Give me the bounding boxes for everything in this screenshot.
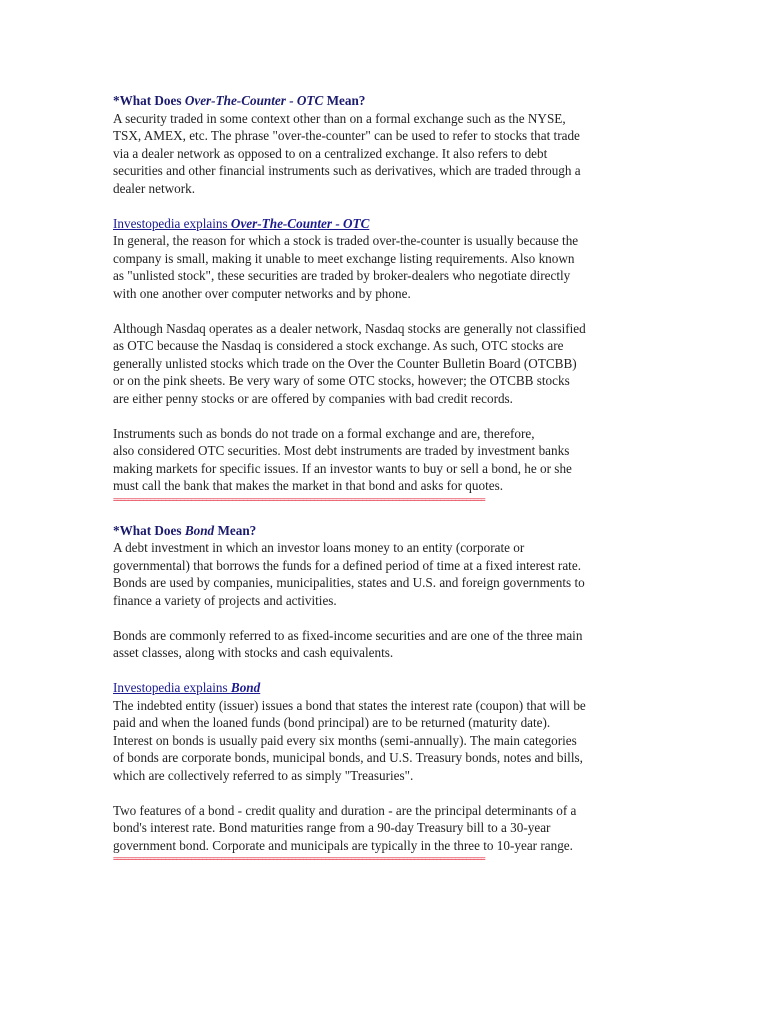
text-line: asset classes, along with stocks and cash equivalents. bbox=[113, 645, 394, 660]
text-line: Two features of a bond - credit quality and duration - are the principal determinants of a bbox=[113, 802, 577, 818]
document-page bbox=[113, 92, 658, 863]
text-line: via a dealer network as opposed to on a centralized exchange. It also refers to debt bbox=[113, 145, 548, 161]
otc-paragraph-3 bbox=[113, 425, 658, 495]
text-line: Instruments such as bonds do not trade on a formal exchange and are, therefore, bbox=[113, 425, 535, 441]
bond-section bbox=[113, 522, 658, 864]
bond-explains-prefix: Investopedia explains bbox=[113, 680, 231, 695]
text-line: generally unlisted stocks which trade on the Over the Counter Bulletin Board (OTCBB) bbox=[113, 355, 577, 371]
text-line: must call the bank that makes the market in that bond and asks for quotes. bbox=[113, 478, 504, 493]
text-line: Although Nasdaq operates as a dealer network, Nasdaq stocks are generally not classified bbox=[113, 320, 586, 336]
text-line: also considered OTC securities. Most debt instruments are traded by investment banks bbox=[113, 443, 570, 458]
bond-heading bbox=[113, 522, 658, 540]
text-line: or on the pink sheets. Be very wary of some OTC stocks, however; the OTCBB stocks bbox=[113, 373, 570, 388]
text-line: securities and other financial instruments such as derivatives, which are traded through a bbox=[113, 163, 581, 178]
section-separator: ==================================================================================================== bbox=[113, 494, 485, 504]
bond-heading-term: Bond bbox=[184, 522, 215, 538]
otc-heading-term: Over-The-Counter - OTC bbox=[184, 93, 324, 108]
text-line: as "unlisted stock", these securities are traded by broker-dealers who negotiate directly bbox=[113, 268, 571, 283]
otc-heading-prefix: *What Does bbox=[113, 93, 185, 108]
text-line: The indebted entity (issuer) issues a bond that states the interest rate (coupon) that will be bbox=[113, 697, 586, 713]
bond-definition bbox=[113, 539, 658, 609]
otc-explains-term: Over-The-Counter - OTC bbox=[230, 215, 370, 231]
bond-paragraph-2 bbox=[113, 627, 658, 662]
otc-heading bbox=[113, 92, 658, 110]
otc-explains-prefix: Investopedia explains bbox=[113, 215, 231, 231]
bond-explains-link[interactable] bbox=[113, 679, 658, 697]
text-line: Bonds are used by companies, municipalities, states and U.S. and foreign governments to bbox=[113, 575, 585, 590]
text-line: company is small, making it unable to meet exchange listing requirements. Also known bbox=[113, 250, 575, 266]
text-line: as OTC because the Nasdaq is considered a stock exchange. As such, OTC stocks are bbox=[113, 338, 564, 353]
otc-definition bbox=[113, 110, 658, 198]
text-line: Interest on bonds is usually paid every six months (semi-annually). The main categories bbox=[113, 732, 577, 748]
text-line: paid and when the loaned funds (bond principal) are to be returned (maturity date). bbox=[113, 715, 551, 730]
text-line: Bonds are commonly referred to as fixed-income securities and are one of the three main bbox=[113, 627, 583, 643]
text-line: which are collectively referred to as simply "Treasuries". bbox=[113, 767, 414, 783]
otc-paragraph-2 bbox=[113, 320, 658, 408]
text-line: government bond. Corporate and municipals are typically in the three to 10-year range. bbox=[113, 837, 573, 853]
text-line: of bonds are corporate bonds, municipal bonds, and U.S. Treasury bonds, notes and bills, bbox=[113, 750, 583, 765]
text-line: A debt investment in which an investor loans money to an entity (corporate or bbox=[113, 540, 525, 555]
bond-heading-prefix: *What Does bbox=[113, 522, 185, 538]
text-line: are either penny stocks or are offered by companies with bad credit records. bbox=[113, 390, 513, 406]
otc-paragraph-1 bbox=[113, 232, 658, 302]
bond-paragraph-3 bbox=[113, 697, 658, 785]
bond-paragraph-4 bbox=[113, 802, 658, 855]
otc-section bbox=[113, 92, 658, 504]
section-separator: ==================================================================================================== bbox=[113, 854, 485, 863]
text-line: TSX, AMEX, etc. The phrase "over-the-counter" can be used to refer to stocks that trade bbox=[113, 128, 580, 143]
bond-heading-suffix: Mean? bbox=[214, 522, 257, 538]
text-line: making markets for specific issues. If an investor wants to buy or sell a bond, he or she bbox=[113, 460, 572, 476]
text-line: bond's interest rate. Bond maturities range from a 90-day Treasury bill to a 30-year bbox=[113, 820, 551, 835]
text-line: In general, the reason for which a stock is traded over-the-counter is usually because the bbox=[113, 233, 579, 248]
otc-explains-link[interactable] bbox=[113, 215, 658, 233]
text-line: dealer network. bbox=[113, 180, 196, 196]
text-line: finance a variety of projects and activities. bbox=[113, 592, 337, 608]
otc-heading-suffix: Mean? bbox=[323, 93, 366, 108]
text-line: with one another over computer networks and by phone. bbox=[113, 285, 411, 301]
text-line: A security traded in some context other than on a formal exchange such as the NYSE, bbox=[113, 110, 566, 126]
bond-explains-term: Bond bbox=[230, 680, 261, 695]
text-line: governmental) that borrows the funds for a defined period of time at a fixed interest rate. bbox=[113, 557, 581, 573]
